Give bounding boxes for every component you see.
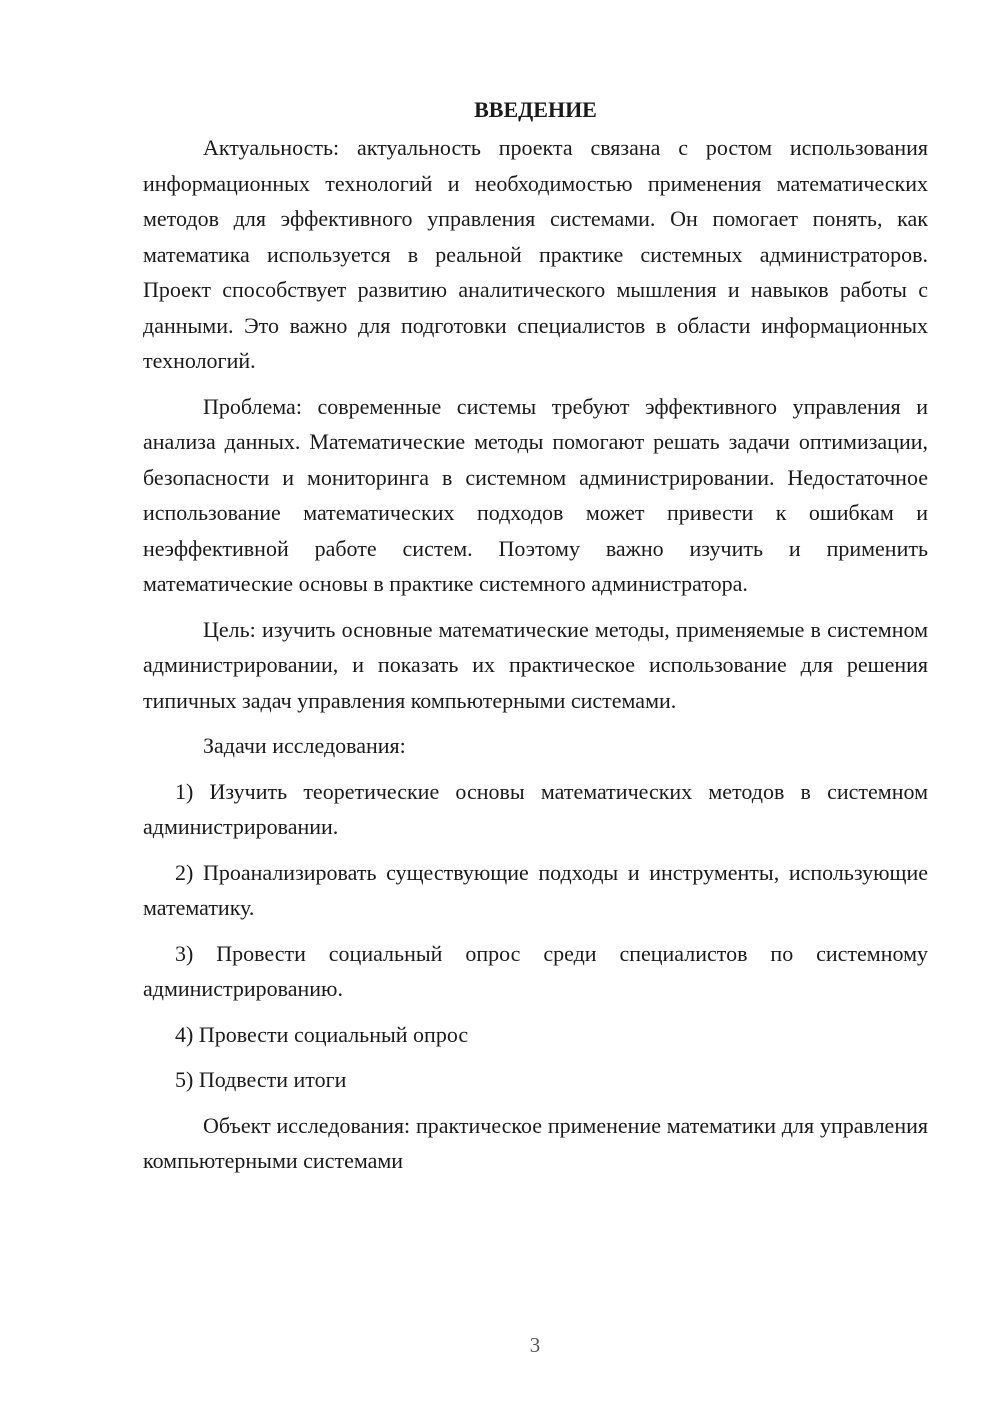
object-paragraph: Объект исследования: практическое применение математики для управления компьютерными системами	[143, 1112, 928, 1173]
tasks-heading: Задачи исследования:	[203, 733, 406, 758]
task-item-4: 4) Провести социальный опрос	[175, 1021, 469, 1047]
task-item-2: 2) Проанализировать существующие подходы и инструменты, использующие математику.	[143, 859, 928, 920]
relevance-paragraph: Актуальность: актуальность проекта связана с ростом использования информационных технологий и необходимостью применения математических методов для эффективного управления системами. Он помогает понять, как математика используется в реальной практике системных администраторов. Проект способствует развитию аналитического мышления и навыков работы с данными. Это важно для подготовки специалистов в области информационных технологий.	[143, 135, 928, 373]
problem-paragraph: Проблема: современные системы требуют эффективного управления и анализа данных. Математические методы помогают решать задачи оптимизации, безопасности и мониторинга в системном администрировании. Недостаточное использование математических подходов может привести к ошибкам и неэффективной работе систем. Поэтому важно изучить и применить математические основы в практике системного администратора.	[143, 393, 928, 596]
task-item-5: 5) Подвести итоги	[175, 1067, 347, 1092]
task-item-1: 1) Изучить теоретические основы математических методов в системном администрировании.	[143, 778, 928, 839]
page-title: ВВЕДЕНИЕ	[474, 97, 597, 122]
task-item-3: 3) Провести социальный опрос среди специалистов по системному администрированию.	[143, 940, 928, 1001]
page-content	[143, 92, 928, 1189]
page-number: 3	[529, 1333, 541, 1357]
goal-paragraph: Цель: изучить основные математические методы, применяемые в системном администрировании, и показать их практическое использование для решения типичных задач управления компьютерными системами.	[143, 616, 928, 713]
